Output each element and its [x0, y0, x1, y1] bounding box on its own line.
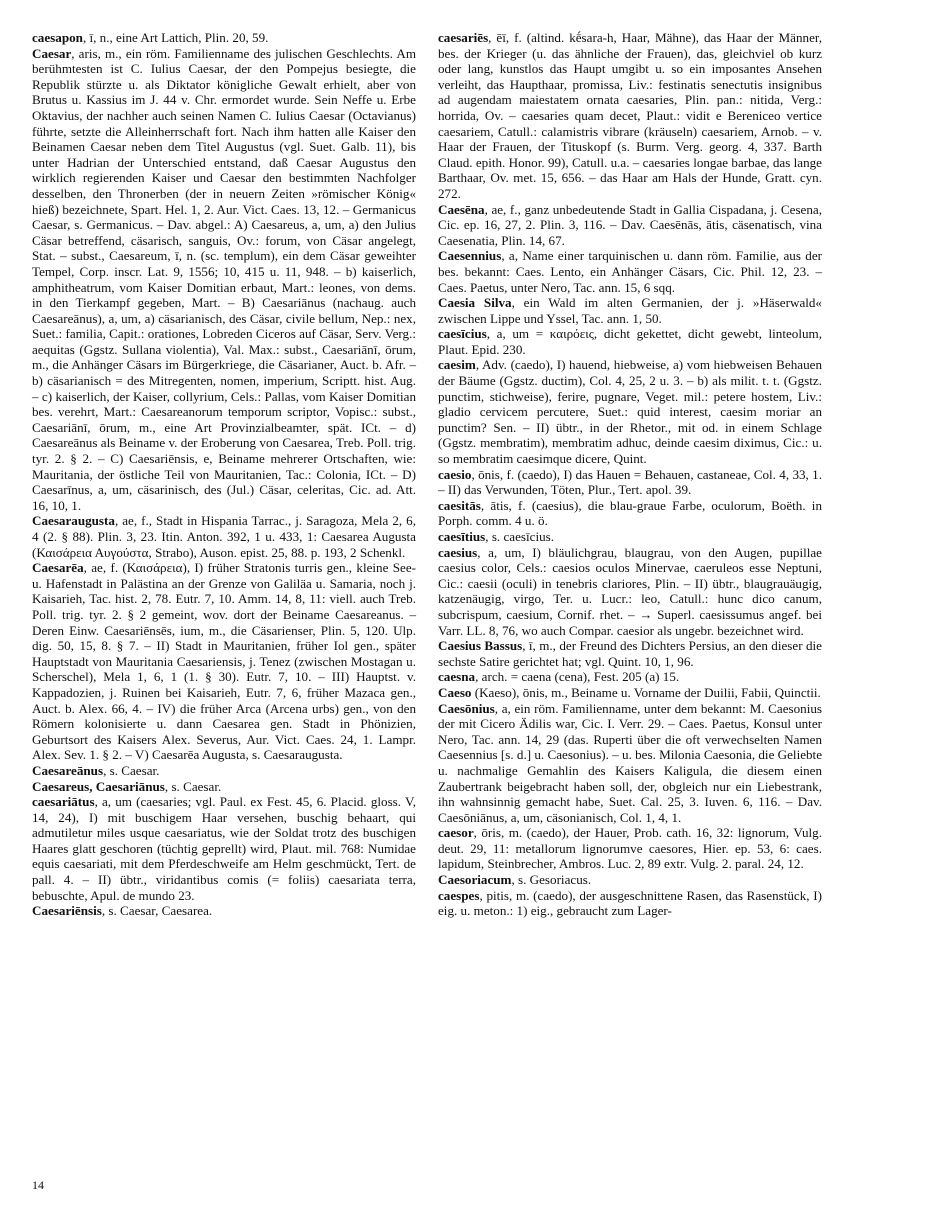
dictionary-entry — [438, 248, 822, 295]
dictionary-entry — [438, 545, 822, 639]
dictionary-entry — [438, 872, 822, 888]
entry-headword: caesītius — [438, 529, 486, 544]
entry-text: , a, um, I) bläulichgrau, blaugrau, von den Augen, pupillae caesius color, Cels.: caesios oculos Minervae, caeruleos esse Neptuni, Cic.: caesii (oculi) in tenebris clariores, Plin. – II) übtr., blaugrauäugig, katzenäugig, virgo, Ter. u. Lucr.: leo, Catull.: hunc dico canum, subcrispum, caesium, Cornif. rhet. – → Superl. caesissumus angef. bei Varr. LL. 8, 76, wo auch Compar. caesior als ungebr. bezeichnet wird. — [438, 544, 822, 638]
entry-text: , s. caesīcius. — [485, 529, 555, 544]
entry-text: , ēī, f. (altind. kḗsara-h, Haar, Mähne), das Haar der Männer, bes. der Krieger (u. das ähnliche der Frauen), das, gleichviel ob kurz oder lang, kunstlos das Haupt umgibt u. so ein imposantes Ansehen verleiht, das Haupthaar, promissa, Liv.: festinatis senectutis insignibus ad augendam maiestatem ornata caesaries, Plin. pan.: nitida, Verg.: horrida, Ov. – caesaries quam decet, Plaut.: vidit e Bereniceo vertice caesariem, Catull.: calamistris vibrare (kräuseln) caesariem, Arnob. – v. Haar der Frauen, der Tituskopf (s. Burm. Verg. georg. 4, 337. Barth Claud. epith. Honor. 99), Catull. u.a. – caesaries longae barbae, das lange Barthaar, Ov. met. 15, 656. – das Haar am Hals der Hunde, Gratt. cyn. 272. — [438, 30, 822, 201]
entry-text: , ātis, f. (caesius), die blau-graue Farbe, oculorum, Boëth. in Porph. comm. 4 u. ö. — [438, 497, 822, 529]
entry-text: , a, um = καιρόεις, dicht gekettet, dicht gewebt, linteolum, Plaut. Epid. 230. — [438, 326, 822, 357]
dictionary-entry — [438, 685, 822, 701]
entry-text: , ae, f., Stadt in Hispania Tarrac., j. Saragoza, Mela 2, 6, 4 (2. § 88). Plin. 3, 23. Itin. Anton. 392, 1 u. 433, 1: Caesarea Augusta (Καισάρεια Αυγούστα, Strabo), Auson. epist. 25, 88. p. 193, 2 Schenkl. — [32, 513, 416, 560]
entry-text: , ae, f., ganz unbedeutende Stadt in Gallia Cispadana, j. Cesena, Cic. ep. 16, 27, 2. Plin. 3, 116. – Dav. Caesēnās, ātis, cäsenatisch, vina Caesenatia, Plin. 14, 67. — [438, 201, 822, 248]
entry-text: , ōnis, f. (caedo), I) das Hauen = Behauen, castaneae, Col. 4, 33, 1. – II) das Verwunden, Töten, Plur., Tert. apol. 39. — [438, 466, 822, 498]
entry-headword: Caesariēnsis — [32, 903, 102, 919]
entry-headword: Caesaraugusta — [32, 513, 115, 529]
entry-text: , ī, m., der Freund des Dichters Persius, an den dieser die sechste Satire gerichtet hat; vgl. Quint. 10, 1, 96. — [438, 638, 822, 669]
dictionary-entry — [32, 30, 416, 46]
dictionary-entry — [438, 30, 822, 202]
entry-text: , ōris, m. (caedo), der Hauer, Prob. cath. 16, 32: lignorum, Vulg. deut. 29, 11: metallorum lignorumve caesores, Hier. ep. 53, 6: caes. lapidum, Steinbrecher, Ambros. Luc. 2, 89 extr. Vulg. 2. paral. 24, 12. — [438, 825, 822, 872]
entry-text: , pitis, m. (caedo), der ausgeschnittene Rasen, das Rasenstück, I) eig. u. meton.: 1) eig., gebraucht zum Lager- — [438, 887, 822, 919]
dictionary-entry — [438, 467, 822, 498]
entry-text: , ae, f. (Καισάρεια), I) früher Stratonis turris gen., kleine See- u. Hafenstadt in Palästina an der Grenze von Galiläa u. Samaria, noch j. Kaisarieh, Tac. hist. 2, 78. Eutr. 7, 10. Amm. 14, 8, 11: viell. auch Treb. Poll. trig. tyr. 2. § 2 gemeint, wov. dort der Beiname Caesareanus. – Deren Einw. Caesariēnsēs, ium, m., die Cäsarienser, Plin. 5, 120. Ulp. dig. 50, 15, 8. § 7. – II) Stadt in Mauritanien, früher Iol gen., später Hauptstadt von Mauritania Caesariensis, j. Tenez (zwischen Mostagan u. Scherschel), Mela 1, 6, 1 (1. § 30). Eutr. 7, 10. – III) Hauptst. v. Kappadozien, j. Ruinen bei Kaisarieh, Eutr. 7, 6, früher Mazaca gen., Auct. b. Alex. 66, 4. – IV) die früher Arca (Arcena urbs) gen., von den Römern kolonisierte u. dann Caesarea gen. Stadt in Phönizien, Geburtsort des Kaisers Alex. Severus, Aur. Vict. Caes. 24, 1. Lampr. Alex. Sev. 1. § 2. – V) Caesarēa Augusta, s. Caesaraugusta. — [32, 560, 416, 763]
dictionary-entry — [32, 513, 416, 560]
dictionary-entry — [438, 701, 822, 826]
entry-text: (Kaeso), ōnis, m., Beiname u. Vorname der Duilii, Fabii, Quinctii. — [471, 684, 821, 700]
entry-text: , s. Gesoriacus. — [511, 872, 592, 888]
page-number: 14 — [32, 1178, 44, 1192]
entry-text: , a, Name einer tarquinischen u. dann röm. Familie, aus der bes. bekannt: Caes. Lento, ein Anhänger Cäsars, Cic. Phil. 12, 23. – Caes. Paetus, unter Nero, Tac. ann. 15, 6 sqq. — [438, 248, 822, 295]
dictionary-entry — [438, 669, 822, 685]
dictionary-entry — [32, 46, 416, 514]
dictionary-entry — [438, 529, 822, 545]
dictionary-entry — [32, 794, 416, 903]
entry-text: , ein Wald im alten Germanien, der j. »Häserwald« zwischen Lippe und Yssel, Tac. ann. 1, 50. — [438, 295, 822, 326]
entry-text: , arch. = caena (cena), Fest. 205 (a) 15. — [475, 669, 680, 685]
entry-text: , a, um (caesaries; vgl. Paul. ex Fest. 45, 6. Placid. gloss. V, 14, 24), I) mit buschigem Haar versehen, buschig behaart, qui admutiletur miles usque caesariatus, wie der Soldat trotz des buschigen Haares glatt geschoren (tüchtig geprellt) wird, Plaut. mil. 768: Numidae equis caesariati, mit dem Pferdeschweife am Helm geschmückt, Tert. de pall. 4. – II) übtr., viridantibus comis (= foliis) caesariata terra, bebuschte, Apul. de mundo 23. — [32, 794, 416, 903]
dictionary-entry — [32, 903, 416, 919]
entry-text: , ī, n., eine Art Lattich, Plin. 20, 59. — [82, 30, 269, 45]
entry-text: , s. Caesar. — [164, 778, 222, 794]
entry-headword: caesariātus — [32, 794, 95, 810]
entry-headword: Caesoriacum — [438, 872, 512, 888]
entry-headword: Caesennius — [438, 248, 502, 264]
entry-headword: caesor — [438, 825, 474, 841]
entry-headword: Caesareus, Caesariānus — [32, 778, 165, 794]
dictionary-entry — [438, 357, 822, 466]
dictionary-entry — [438, 326, 822, 357]
dictionary-entry — [32, 560, 416, 763]
entry-headword: Caesarēa — [32, 560, 84, 576]
entry-headword: Caesōnius — [438, 700, 495, 716]
entry-text: , aris, m., ein röm. Familienname des julischen Geschlechts. Am berühmtesten ist C. Iulius Caesar, der den Pompejus besiegte, die Republik stürzte u. als Diktator königliche Gewalt erhielt, aber von Brutus u. Kassius im J. 44 v. Chr. ermordet wurde. Sein Neffe u. Erbe Oktavius, der nachher auch seinen Namen C. Iulius Caesar (Octavianus) führte, setzte die Alleinherrschaft fort. Nach ihm hatten alle Kaiser den Beinamen Caesar neben dem Titel Augustus (vgl. Suet. Galb. 11), bis unter Hadrian der Unterschied entstand, daß Caesar Augustus den wirklich regierenden Kaiser und Caesar den bestimmten Nachfolger desselben, den Thronerben (der in neuern Zeiten »römischer König« hieß) bezeichnete, Spart. Hel. 1, 2. Aur. Vict. Caes. 13, 12. – Germanicus Caesar, s. Germanicus. – Dav. abgel.: A) Caesareus, a, um, a) den Julius Cäsar betreffend, cäsarisch, sanguis, Ov.: forum, von Cäsar angelegt, Stat. – subst., Caesareum, ī, n. (sc. templum), ein dem Cäsar geweihter Tempel, Corp. inscr. Lat. 9, 1556; 10, 415 u. 11, 948. – b) kaiserlich, amphitheatrum, vom Kaiser Domitian erbaut, Mart.: leones, von dems. in den Tierkampf gegeben, Mart. – B) Caesariānus (nachaug. auch Caesareānus), a, um, a) cäsarianisch, des Cäsar, civile bellum, Nep.: nex, Suet.: familia, Capit.: orationes, Lobreden Ciceros auf Cäsar, Serv. Verg.: aequitas (Ggstz. Sullana violentia), Val. Max.: subst., Caesariānī, ōrum, m., die Anhänger Cäsars im Bürgerkriege, die Cäsarianer, Auct. b. Afr. – b) cäsarianisch = des Mitregenten, nomen, imperium, Scriptt. hist. Aug. – c) kaiserlich, der Kaiser, collyrium, Cels.: Pallas, vom Kaiser Domitian bes. verehrt, Mart.: Caesareanorum temporum scriptor, Vopisc.: subst., Caesariānī, ōrum, m., eine Art Provinzialbeamter, spät. ICt. – d) Caesareānus als Beiname v. der Eroberung von Caesarea, Treb. Poll. trig. tyr. 2. § 2. – C) Caesariēnsis, e, Beiname mehrerer Ortschaften, wie: Mauritania, der östliche Teil von Mauritanien, Tac.: Colonia, ICt. – D) Caesarīnus, a, um, cäsarinisch, des (Jul.) Cäsar, celeritas, Cic. ad. Att. 16, 10, 1. — [32, 45, 416, 513]
entry-text: , s. Caesar, Caesarea. — [101, 903, 213, 919]
dictionary-entry — [438, 202, 822, 249]
entry-headword: Caeso — [438, 684, 472, 700]
left-column — [32, 30, 416, 919]
dictionary-entry — [438, 825, 822, 872]
entry-headword: caespes — [438, 887, 480, 903]
entry-headword: caesīcius — [438, 326, 487, 342]
entry-headword: caesim — [438, 357, 476, 373]
dictionary-entry — [438, 295, 822, 326]
entry-headword: caesna — [438, 669, 476, 685]
entry-text: , Adv. (caedo), I) hauend, hiebweise, a) vom hiebweisen Behauen der Bäume (Ggstz. ductim), Col. 4, 25, 2 u. 3. – b) als milit. t. t. (Ggstz. punctim, stichweise), ferire, pugnare, Veget. mil.: petere hostem, Liv.: gladio cervicem percutere, Suet.: quid interest, caesim moriar an punctim? Sen. – II) übtr., in der Rhetor., mit od. in einem Schlage (Ggstz. membratim), membratim adhuc, deinde caesim diximus, Cic.: u. so membratim caesimque dicere, Quint. — [438, 357, 822, 467]
dictionary-entry — [438, 888, 822, 919]
entry-headword: caesio — [438, 466, 472, 482]
dictionary-entry — [438, 638, 822, 669]
dictionary-entry — [32, 763, 416, 779]
dictionary-entry — [32, 779, 416, 795]
entry-text: , s. Caesar. — [103, 762, 160, 778]
entry-headword: Caesar — [32, 45, 72, 61]
entry-headword: Caesia Silva — [438, 295, 512, 311]
right-column — [438, 30, 822, 919]
entry-headword: Caesēna — [438, 201, 485, 217]
entry-headword: caesapon — [32, 30, 83, 45]
entry-headword: Caesius Bassus — [438, 638, 523, 654]
dictionary-entry — [438, 498, 822, 529]
entry-headword: Caesareānus — [32, 762, 104, 778]
entry-headword: caesius — [438, 544, 478, 560]
entry-text: , a, ein röm. Familienname, unter dem bekannt: M. Caesonius der mit Cicero Ädilis war, Cic. I. Verr. 29. – Caes. Paetus, Konsul unter Nero, Tac. ann. 14, 29 (das. Ruperti über die oft verwechselten Namen Caesennius [s. d.] u. Caesonius). – u. bes. Milonia Caesonia, die Geliebte u. nachmalige Gemahlin des Kaisers Kaligula, die diesem einen Zaubertrank beigebracht haben soll, der, obgleich nur ein Liebestrank, ihn wahnsinnig gemacht habe, Suet. Cal. 25, 3. Iuven. 6, 116. – Dav. Caesōniānus, a, um, cäsonianisch, Col. 1, 4, 1. — [438, 700, 823, 825]
entry-headword: caesariēs — [438, 30, 489, 45]
entry-headword: caesitās — [438, 497, 481, 513]
